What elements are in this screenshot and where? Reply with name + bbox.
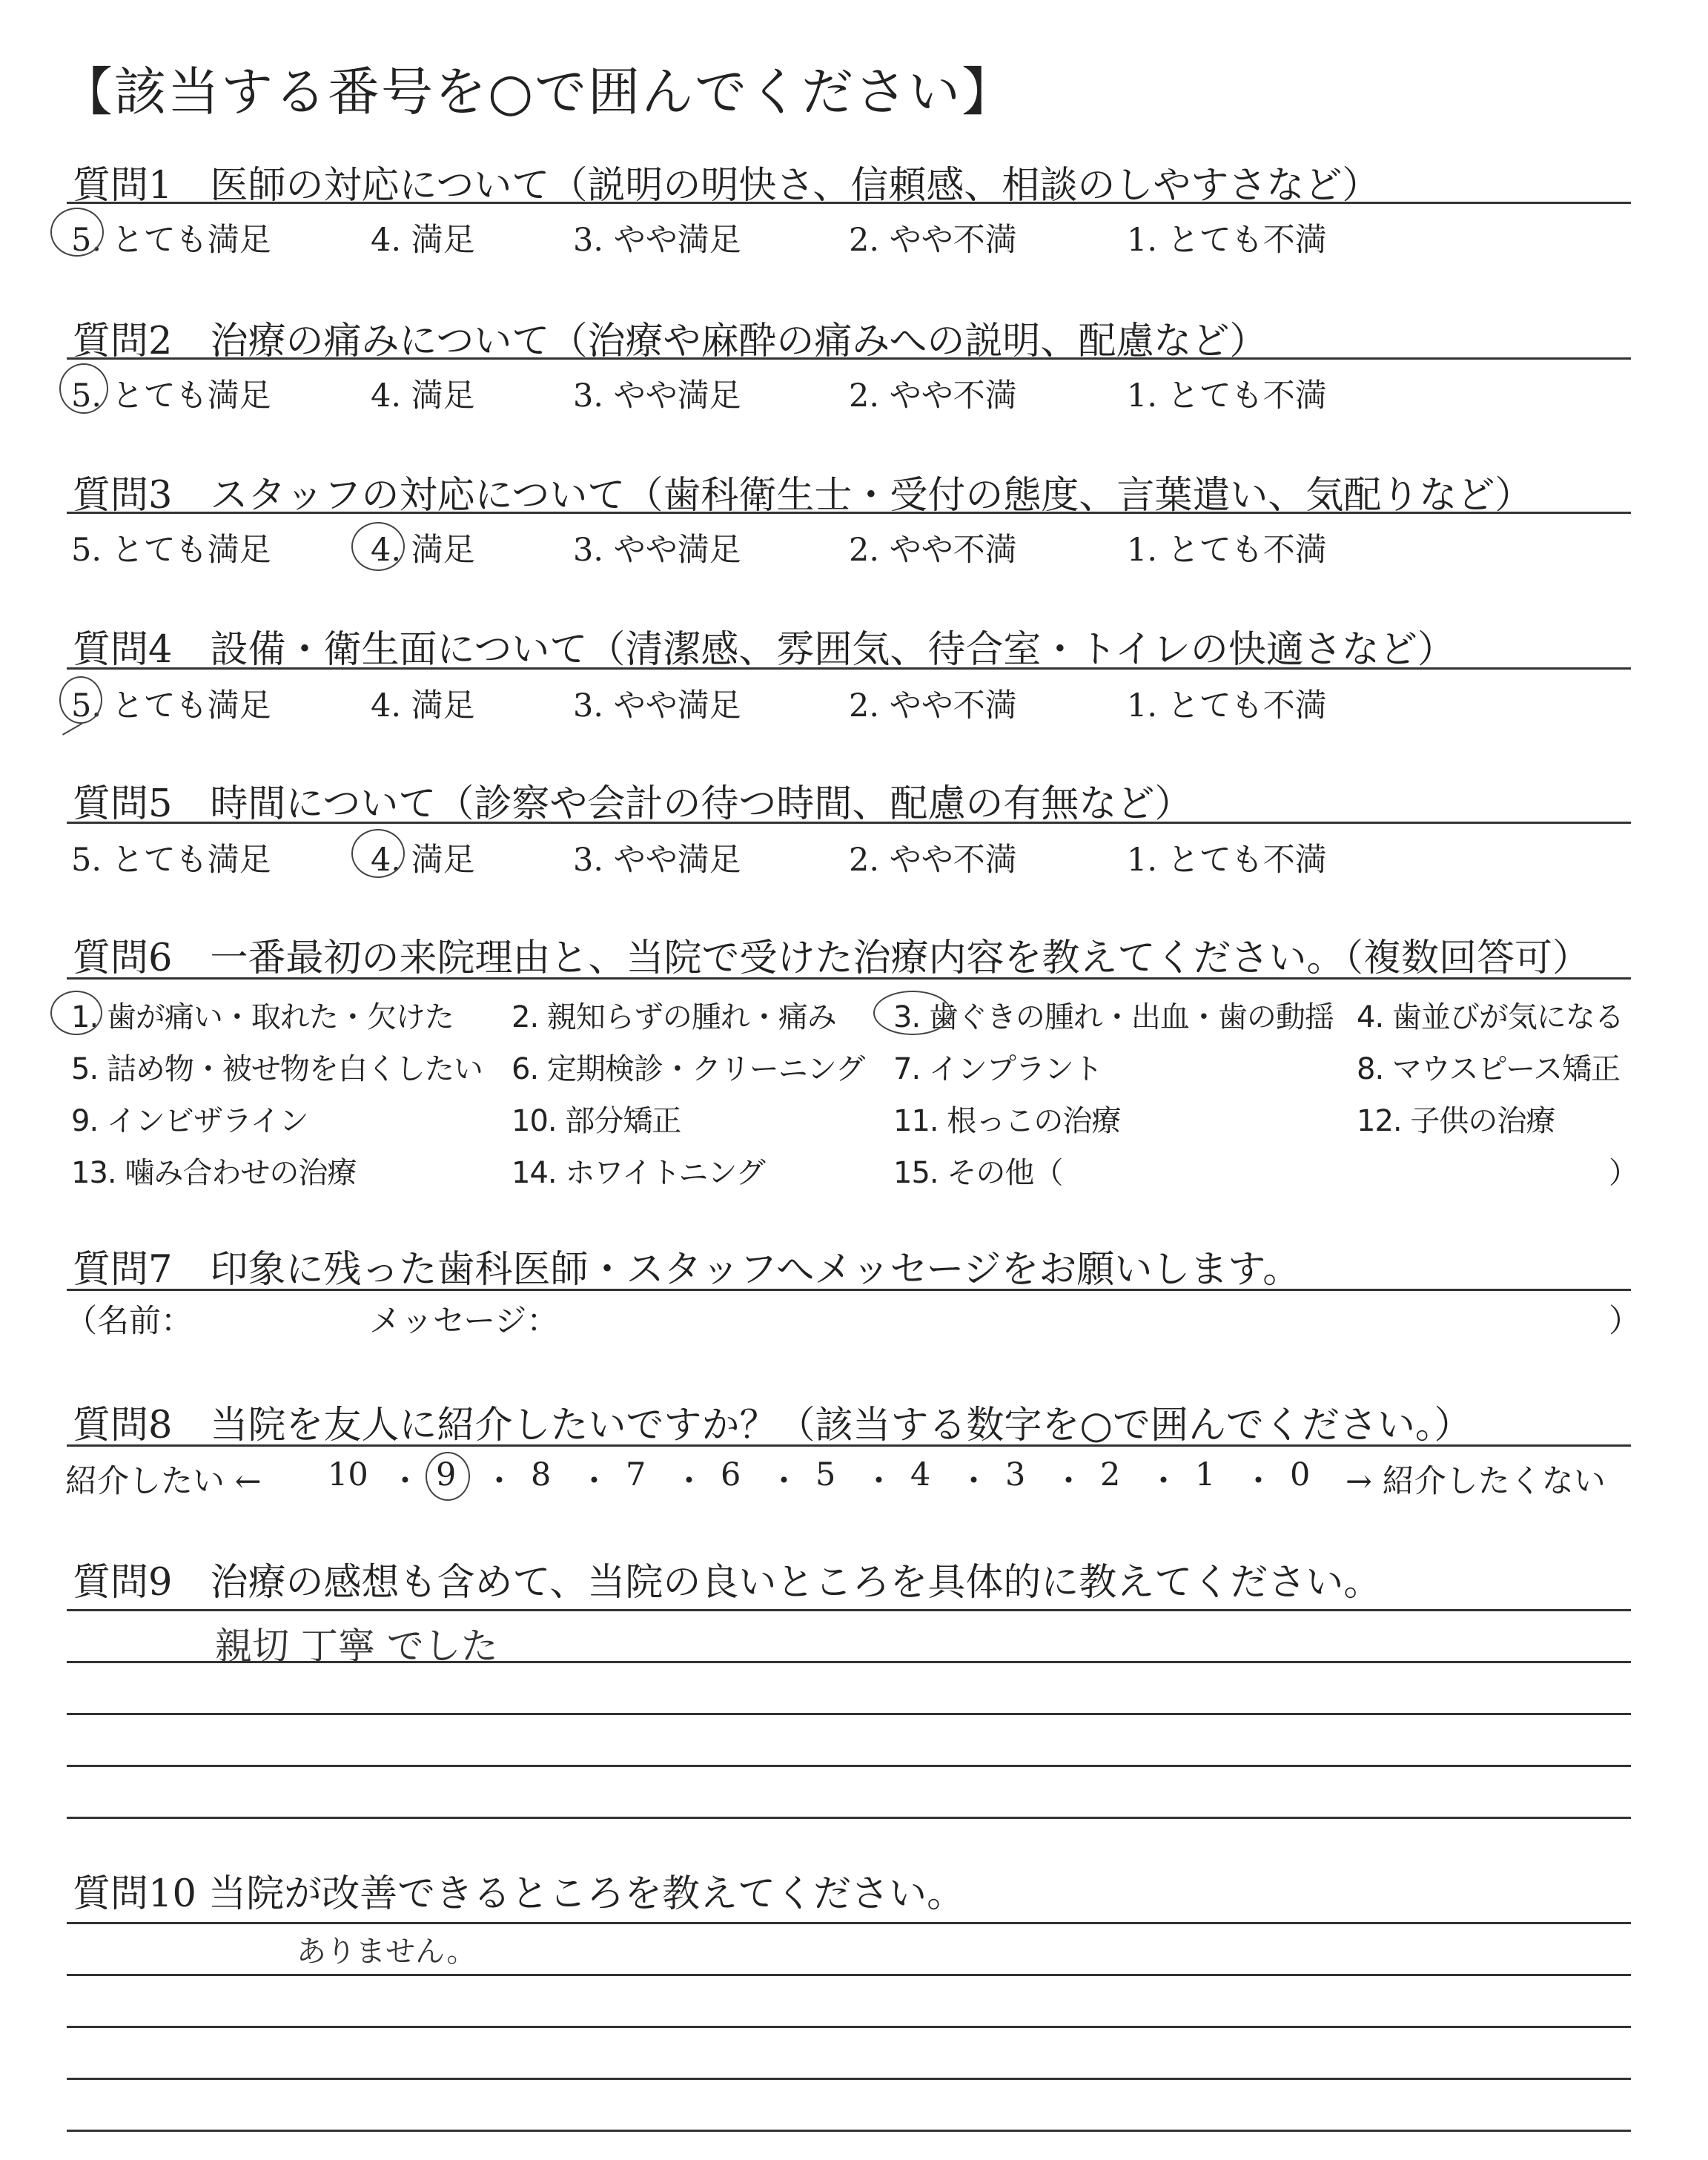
question-2-rule [67, 357, 1631, 360]
q2-option-3[interactable]: 3. やや満足 [573, 377, 741, 415]
q1-option-2[interactable]: 2. やや不満 [849, 222, 1017, 259]
q8-separator: ・ [673, 1463, 705, 1500]
q4-option-4[interactable]: 4. 満足 [371, 687, 475, 724]
q8-separator: ・ [389, 1463, 421, 1500]
question-1-title: 質問1 医師の対応について（説明の明快さ、信頼感、相談のしやすさなど） [73, 164, 1380, 208]
q9-answer-line [67, 1609, 1631, 1611]
q10-answer-line [67, 2130, 1631, 2132]
q10-handwritten-answer: ありません。 [297, 1935, 477, 1969]
q8-separator: ・ [1148, 1463, 1179, 1500]
answer-circle-mark [426, 1452, 470, 1501]
q8-scale-3[interactable]: 3 [1005, 1456, 1026, 1493]
q9-handwritten-answer: 親切 丁寧 でした [215, 1625, 498, 1668]
q8-scale-0[interactable]: 0 [1290, 1456, 1311, 1493]
q4-option-1[interactable]: 1. とても不満 [1127, 687, 1327, 724]
q8-scale-8[interactable]: 8 [531, 1456, 552, 1493]
q6-option-6[interactable]: 6. 定期検診・クリーニング [512, 1052, 865, 1086]
q1-option-3[interactable]: 3. やや満足 [573, 222, 741, 259]
q9-answer-line [67, 1817, 1631, 1819]
question-4-rule [67, 667, 1631, 670]
q8-right-label: → 紹介したくない [1345, 1463, 1606, 1500]
q6-option-7[interactable]: 7. インプラント [893, 1052, 1102, 1086]
q1-option-1[interactable]: 1. とても不満 [1127, 222, 1327, 259]
q3-option-5[interactable]: 5. とても満足 [71, 532, 271, 569]
q6-option-14[interactable]: 14. ホワイトニング [512, 1156, 765, 1190]
q2-option-2[interactable]: 2. やや不満 [849, 377, 1017, 415]
q8-scale-4[interactable]: 4 [910, 1456, 931, 1493]
q5-option-1[interactable]: 1. とても不満 [1127, 842, 1327, 879]
q8-scale-10[interactable]: 10 [328, 1456, 368, 1493]
answer-circle-mark [50, 991, 102, 1035]
q4-option-2[interactable]: 2. やや不満 [849, 687, 1017, 724]
question-9-title: 質問9 治療の感想も含めて、当院の良いところを具体的に教えてください。 [73, 1561, 1382, 1605]
q5-option-4[interactable]: 4. 満足 [371, 842, 475, 879]
q7-close-paren: ） [1609, 1303, 1641, 1340]
q8-separator: ・ [768, 1463, 800, 1500]
q8-separator: ・ [958, 1463, 990, 1500]
q10-answer-line [67, 1922, 1631, 1924]
q6-option-13[interactable]: 13. 噛み合わせの治療 [71, 1156, 357, 1190]
q5-option-3[interactable]: 3. やや満足 [573, 842, 741, 879]
q10-answer-line [67, 2078, 1631, 2080]
q3-option-3[interactable]: 3. やや満足 [573, 532, 741, 569]
question-1-rule [67, 202, 1631, 204]
q2-option-5[interactable]: 5. とても満足 [71, 377, 271, 415]
question-6-rule [67, 977, 1631, 980]
q6-option-11[interactable]: 11. 根っこの治療 [893, 1104, 1121, 1138]
answer-circle-mark [351, 829, 405, 878]
q3-option-2[interactable]: 2. やや不満 [849, 532, 1017, 569]
question-7-rule [67, 1289, 1631, 1291]
q2-option-4[interactable]: 4. 満足 [371, 377, 475, 415]
q1-option-4[interactable]: 4. 満足 [371, 222, 475, 259]
q9-answer-line [67, 1713, 1631, 1715]
q10-answer-line [67, 2026, 1631, 2028]
question-8-title: 質問8 当院を友人に紹介したいですか？（該当する数字を○で囲んでください。） [73, 1404, 1472, 1447]
q8-scale-2[interactable]: 2 [1100, 1456, 1121, 1493]
question-10-title: 質問10 当院が改善できるところを教えてください。 [73, 1872, 965, 1916]
q4-option-3[interactable]: 3. やや満足 [573, 687, 741, 724]
q1-option-5[interactable]: 5. とても満足 [71, 222, 271, 259]
q3-option-4[interactable]: 4. 満足 [371, 532, 475, 569]
answer-circle-mark [873, 991, 952, 1035]
answer-circle-mark [351, 522, 405, 571]
question-5-title: 質問5 時間について（診察や会計の待つ時間、配慮の有無など） [73, 782, 1193, 826]
q4-option-5[interactable]: 5. とても満足 [71, 687, 271, 724]
q8-separator: ・ [863, 1463, 895, 1500]
q7-message-label: メッセージ： [369, 1303, 559, 1340]
q6-option-1[interactable]: 1. 歯が痛い・取れた・欠けた [71, 1000, 454, 1034]
q5-option-5[interactable]: 5. とても満足 [71, 842, 271, 879]
q8-separator: ・ [578, 1463, 610, 1500]
question-7-title: 質問7 印象に残った歯科医師・スタッフへメッセージをお願いします。 [73, 1248, 1301, 1292]
q8-scale-6[interactable]: 6 [721, 1456, 741, 1493]
q6-option-8[interactable]: 8. マウスピース矯正 [1357, 1052, 1621, 1086]
question-3-rule [67, 512, 1631, 514]
q6-option-2[interactable]: 2. 親知らずの腫れ・痛み [512, 1000, 836, 1034]
question-3-title: 質問3 スタッフの対応について（歯科衛生士・受付の態度、言葉遣い、気配りなど） [73, 474, 1533, 518]
q3-option-1[interactable]: 1. とても不満 [1127, 532, 1327, 569]
question-5-rule [67, 822, 1631, 824]
answer-circle-mark [59, 363, 108, 414]
q8-separator: ・ [483, 1463, 515, 1500]
q8-scale-5[interactable]: 5 [815, 1456, 836, 1493]
q6-option-4[interactable]: 4. 歯並びが気になる [1357, 1000, 1623, 1034]
q8-scale-7[interactable]: 7 [626, 1456, 646, 1493]
answer-circle-mark [50, 208, 104, 257]
q8-separator: ・ [1242, 1463, 1274, 1500]
question-6-title: 質問6 一番最初の来院理由と、当院で受けた治療内容を教えてください。（複数回答可） [73, 937, 1590, 980]
question-2-title: 質問2 治療の痛みについて（治療や麻酔の痛みへの説明、配慮など） [73, 320, 1268, 363]
question-8-rule [67, 1444, 1631, 1447]
q6-option-5[interactable]: 5. 詰め物・被せ物を白くしたい [71, 1052, 483, 1086]
question-4-title: 質問4 設備・衛生面について（清潔感、雰囲気、待合室・トイレの快適さなど） [73, 628, 1455, 672]
q6-option-15[interactable]: 15. その他（ [893, 1156, 1063, 1190]
q8-scale-9[interactable]: 9 [436, 1456, 457, 1493]
q6-option-9[interactable]: 9. インビザライン [71, 1104, 308, 1138]
form-header: 【該当する番号を○で囲んでください】 [61, 62, 1016, 122]
q6-option-12[interactable]: 12. 子供の治療 [1357, 1104, 1555, 1138]
q7-name-label: （名前： [65, 1303, 193, 1340]
q6-option-10[interactable]: 10. 部分矯正 [512, 1104, 681, 1138]
q10-answer-line [67, 1974, 1631, 1976]
q5-option-2[interactable]: 2. やや不満 [849, 842, 1017, 879]
q8-scale-1[interactable]: 1 [1195, 1456, 1216, 1493]
q2-option-1[interactable]: 1. とても不満 [1127, 377, 1327, 415]
q6-option-3[interactable]: 3. 歯ぐきの腫れ・出血・歯の動揺 [893, 1000, 1334, 1034]
answer-circle-mark [59, 676, 102, 724]
q9-answer-line [67, 1765, 1631, 1767]
q8-left-label: 紹介したい ← [65, 1463, 262, 1500]
q8-separator: ・ [1053, 1463, 1085, 1500]
q6-other-close-paren: ） [1609, 1156, 1638, 1190]
